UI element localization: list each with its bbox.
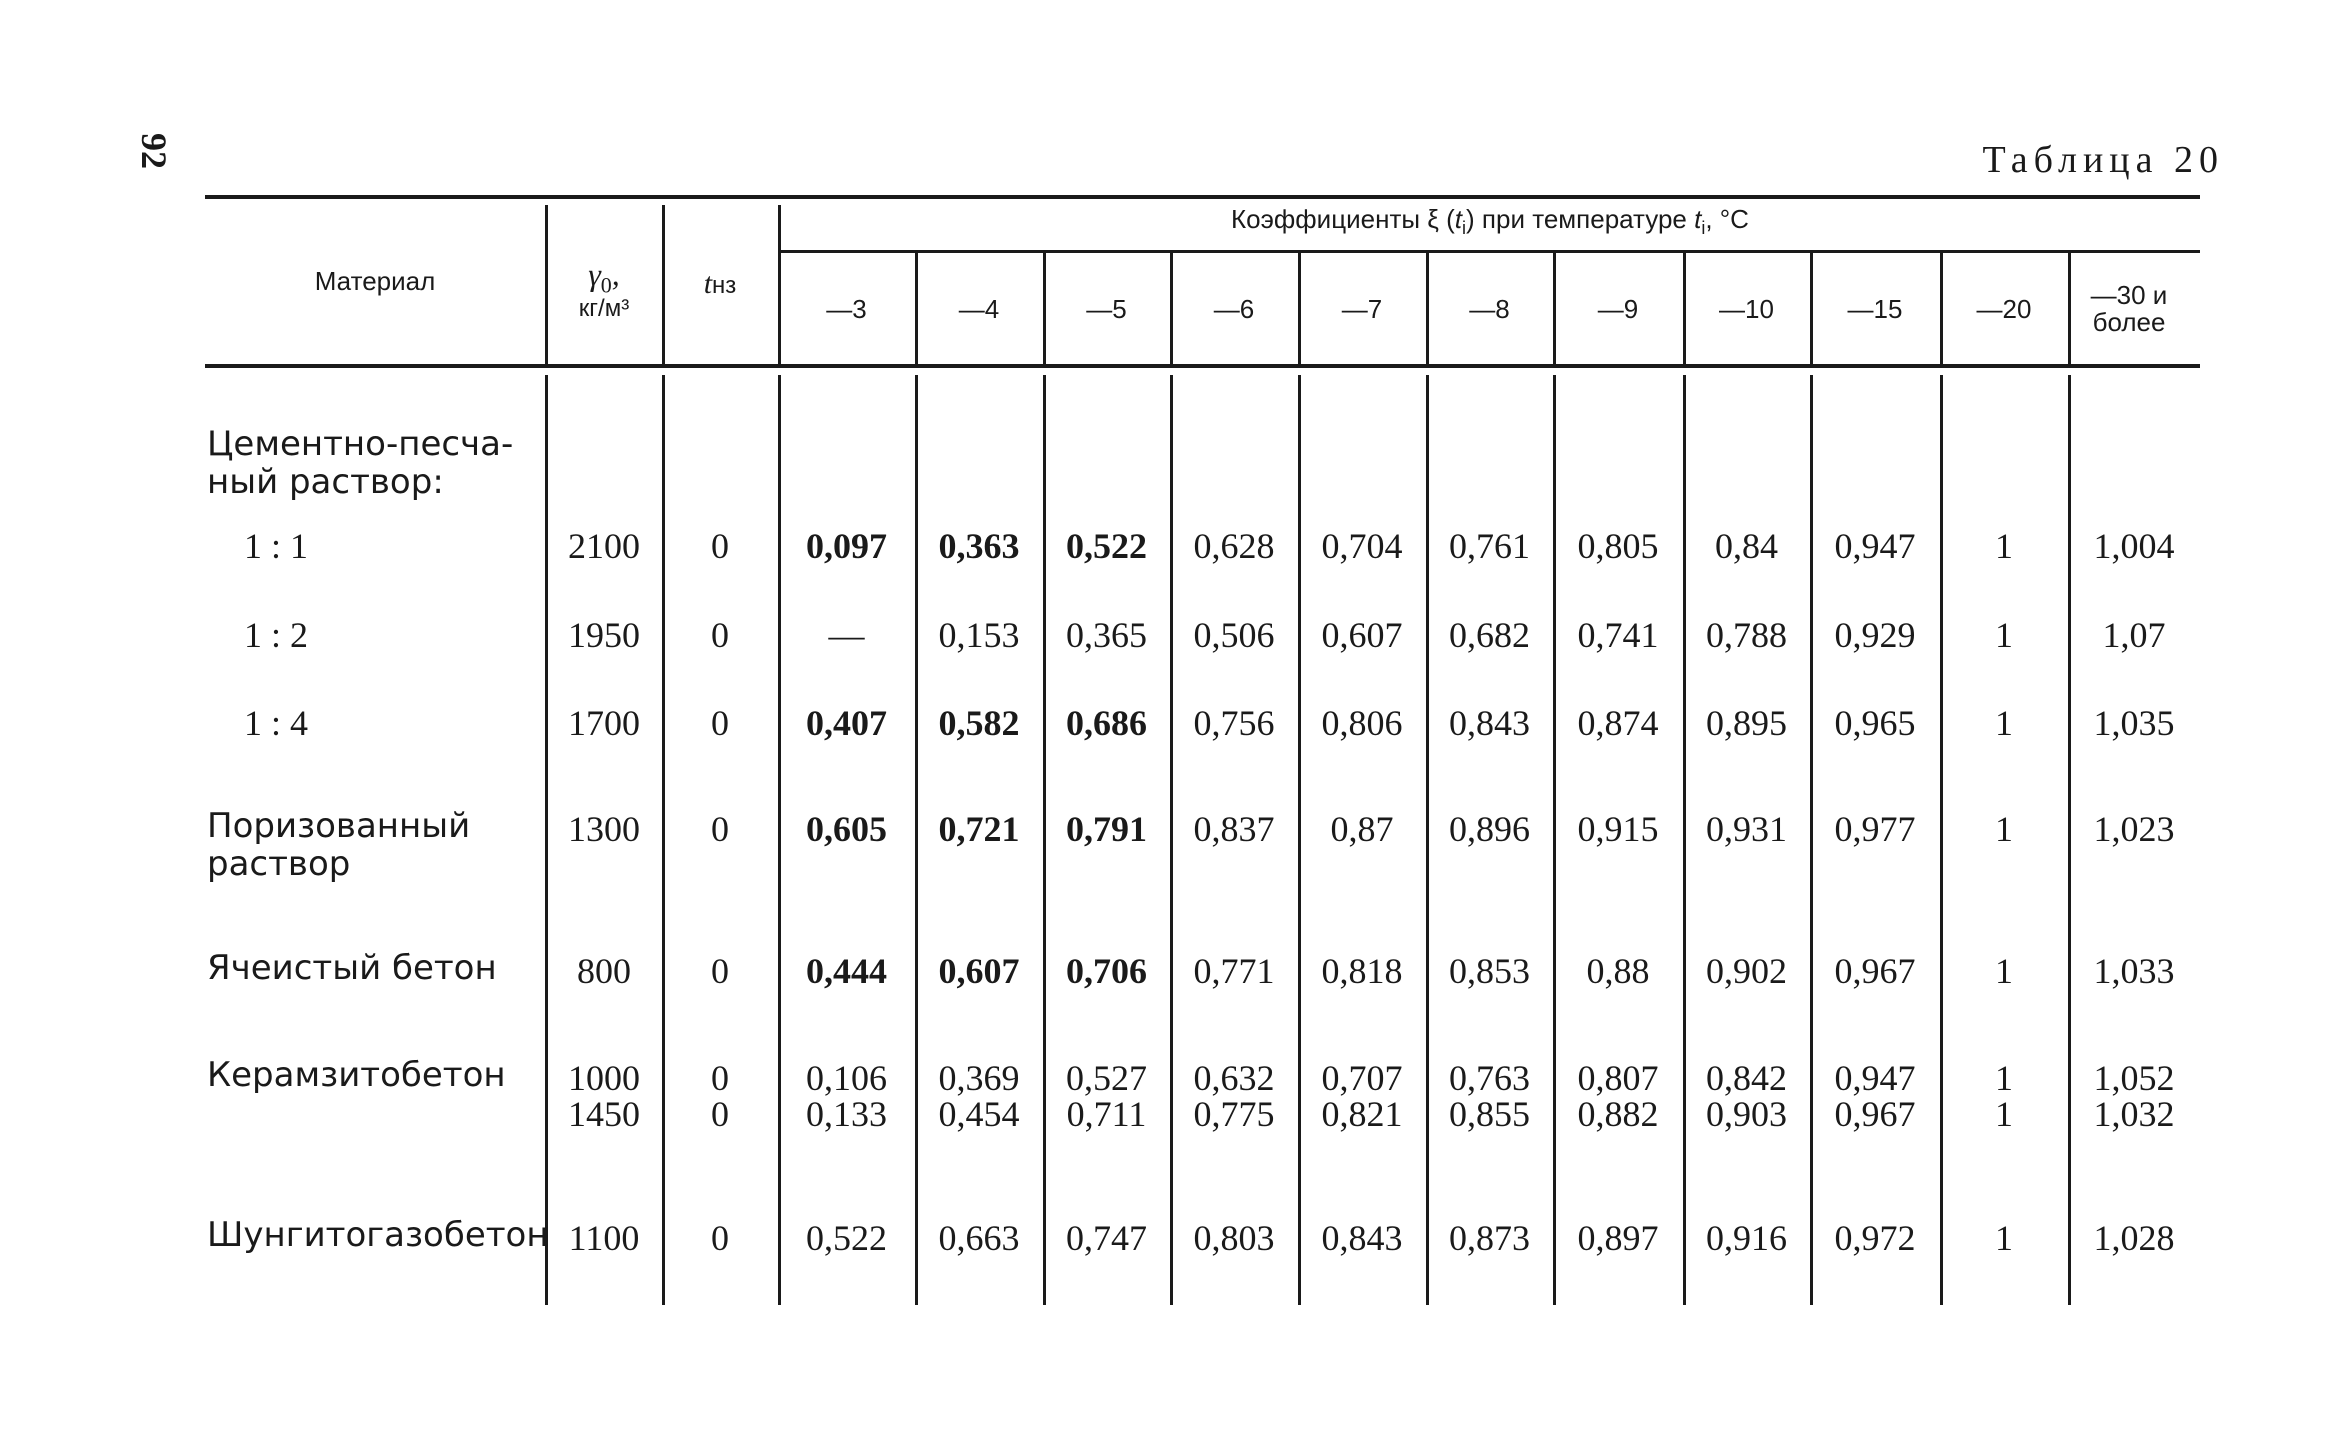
page-number: 92 (134, 133, 174, 169)
tnz-value: 0 (711, 526, 729, 566)
coefficient-cell: 0,444 (806, 951, 887, 991)
tnz-symbol: t (703, 267, 713, 300)
coefficient-cell: 0,741 (1577, 615, 1659, 655)
coefficient-cell: 0,843 (1449, 703, 1530, 743)
coefficient-cell: 0,88 (1586, 951, 1650, 991)
coefficient-cell: 0,929 (1834, 615, 1916, 655)
coefficient-cell: 0,874 (1577, 703, 1659, 743)
coefficient-cell: 0,771 (1193, 951, 1275, 991)
coefficient-cell: 0,842 (1706, 1058, 1787, 1098)
coefficient-cell: 0,506 (1193, 615, 1275, 655)
coefficient-cell: 0,686 (1066, 703, 1147, 743)
coefficient-cell: 0,902 (1706, 951, 1787, 991)
material-label: 1 : 4 (244, 703, 309, 743)
coefficient-cell: 0,153 (938, 615, 1020, 655)
top-rule (205, 195, 2200, 199)
coefficient-cell: 0,843 (1321, 1218, 1403, 1258)
density-value: 2100 (568, 526, 640, 566)
header-temp: —5 (1086, 294, 1127, 324)
coefficient-cell: 0,704 (1321, 526, 1403, 566)
coefficient-cell: 1,052 (2093, 1058, 2175, 1098)
coefficient-cell: 0,711 (1066, 1094, 1147, 1134)
coefficient-cell: 0,522 (806, 1218, 887, 1258)
coefficient-cell: 0,84 (1715, 526, 1778, 566)
coefficient-cell: 0,947 (1834, 526, 1916, 566)
density-subscript: 0 (600, 272, 612, 298)
coefficient-cell: 1 (1995, 526, 2013, 566)
coefficient-cell: 0,967 (1834, 951, 1916, 991)
coefficient-cell: 0,903 (1706, 1094, 1787, 1134)
tnz-value: 0 (711, 951, 729, 991)
material-label: Шунгитогазобетон (207, 1215, 549, 1255)
coefficient-cell: 0,916 (1706, 1218, 1787, 1258)
header-coefficients-group (780, 206, 2200, 238)
group-header-rule (780, 250, 2200, 253)
density-value: 1300 (568, 809, 640, 849)
material-label: 1 : 1 (244, 526, 309, 566)
coefficient-cell: 1 (1995, 809, 2013, 849)
coefficient-cell: — (828, 615, 865, 655)
density-value: 1000 (568, 1058, 640, 1098)
tnz-value: 0 (711, 1218, 729, 1258)
coefficient-cell: 0,607 (1321, 615, 1403, 655)
coefficient-cell: 0,369 (938, 1058, 1020, 1098)
coefficient-cell: 0,965 (1834, 703, 1916, 743)
group-text-pre: Коэффициенты ξ ( (1231, 204, 1455, 234)
coefficient-cell: 0,806 (1321, 703, 1403, 743)
header-temp: —4 (958, 294, 1000, 324)
coefficient-cell: 0,882 (1577, 1094, 1659, 1134)
coefficient-cell: 0,663 (938, 1218, 1020, 1258)
coefficient-cell: 0,707 (1321, 1058, 1403, 1098)
header-temp: —8 (1469, 294, 1510, 324)
coefficient-cell: 1,07 (2102, 615, 2166, 655)
tnz-subscript: нз (712, 272, 737, 299)
coefficient-cell: 0,947 (1834, 1058, 1916, 1098)
tnz-value: 0 (711, 703, 729, 743)
coefficient-cell: 1,028 (2093, 1218, 2175, 1258)
coefficient-cell: 1 (1995, 1218, 2013, 1258)
coefficient-cell: 0,747 (1066, 1218, 1147, 1258)
material-label: Керамзитобетон (207, 1055, 506, 1095)
coefficient-cell: 0,721 (938, 809, 1020, 849)
group-t2: t (1694, 204, 1702, 234)
coefficient-cell: 0,097 (806, 526, 887, 566)
coefficient-cell: 0,756 (1193, 703, 1275, 743)
density-value: 1450 (568, 1094, 640, 1134)
tnz-value: 0 (711, 615, 729, 655)
group-cement-line2: ный раствор: (207, 462, 444, 502)
coefficient-cell: 0,761 (1449, 526, 1530, 566)
density-value: 1100 (568, 1218, 640, 1258)
coefficient-cell: 0,363 (938, 526, 1020, 566)
coefficient-cell: 1,035 (2093, 703, 2175, 743)
coefficient-cell: 0,706 (1066, 951, 1147, 991)
group-i: i (1462, 218, 1467, 239)
coefficient-cell: 1 (1995, 1058, 2013, 1098)
coefficient-cell: 0,967 (1834, 1094, 1916, 1134)
header-temp: —10 (1719, 294, 1774, 324)
coefficient-cell: 0,775 (1193, 1094, 1275, 1134)
coefficient-cell: 0,837 (1193, 809, 1275, 849)
coefficient-cell: 0,133 (806, 1094, 887, 1134)
coefficient-cell: 0,807 (1577, 1058, 1659, 1098)
density-value: 1950 (568, 615, 640, 655)
header-temp: —20 (1976, 294, 2032, 324)
coefficient-cell: 0,818 (1321, 951, 1403, 991)
density-unit: кг/м³ (578, 295, 630, 323)
coefficient-cell: 0,931 (1706, 809, 1787, 849)
coefficient-cell: 0,407 (806, 703, 887, 743)
header-temp: —6 (1213, 294, 1255, 324)
coefficient-cell: 1,032 (2093, 1094, 2175, 1134)
header-temp: —7 (1341, 294, 1383, 324)
coefficient-cell: 0,805 (1577, 526, 1659, 566)
header-temp: —30 и более (2090, 280, 2168, 338)
coefficient-cell: 0,972 (1834, 1218, 1916, 1258)
coefficient-cell: 0,791 (1066, 809, 1147, 849)
coefficient-cell: 0,527 (1066, 1058, 1147, 1098)
group-text-mid: ) при температуре (1466, 204, 1695, 234)
header-tnz (664, 268, 776, 300)
coefficient-cell: 1 (1995, 703, 2013, 743)
material-label: Ячеистый бетон (207, 948, 497, 988)
density-value: 1700 (568, 703, 640, 743)
density-symbol: γ (588, 256, 601, 292)
table-title: Таблица 20 (1982, 139, 2224, 181)
coefficient-cell: 0,605 (806, 809, 887, 849)
coefficient-cell: 0,522 (1066, 526, 1147, 566)
coefficient-cell: 0,788 (1706, 615, 1787, 655)
density-value: 800 (577, 951, 631, 991)
coefficient-cell: 1,033 (2093, 951, 2175, 991)
tnz-value: 0 (711, 1094, 729, 1134)
material-label: раствор (207, 844, 351, 884)
coefficient-cell: 0,632 (1193, 1058, 1275, 1098)
group-i2: i (1701, 218, 1706, 239)
coefficient-cell: 0,628 (1193, 526, 1275, 566)
group-text-post: , °C (1705, 204, 1749, 234)
header-material: Материал (314, 266, 436, 296)
coefficient-cell: 1 (1995, 951, 2013, 991)
coefficient-cell: 0,607 (938, 951, 1020, 991)
header-bottom-rule (205, 364, 2200, 368)
material-label: Поризованный (207, 806, 471, 846)
coefficient-cell: 0,87 (1330, 809, 1394, 849)
coefficient-cell: 0,763 (1449, 1058, 1530, 1098)
coefficient-cell: 0,855 (1449, 1094, 1530, 1134)
material-label: 1 : 2 (244, 615, 309, 655)
header-temp: —9 (1597, 294, 1639, 324)
coefficient-cell: 0,873 (1449, 1218, 1530, 1258)
coefficient-cell: 0,803 (1193, 1218, 1275, 1258)
group-t: t (1454, 204, 1463, 234)
tnz-value: 0 (711, 1058, 729, 1098)
coefficient-cell: 0,896 (1449, 809, 1530, 849)
header-temp: —15 (1847, 294, 1903, 324)
header-density: $\gamma_0$, кг/м³ (548, 258, 660, 322)
coefficient-cell: 1 (1995, 1094, 2013, 1134)
header-temp: —3 (826, 294, 867, 324)
coefficient-cell: 0,682 (1449, 615, 1530, 655)
coefficient-cell: 1 (1995, 615, 2013, 655)
coefficient-cell: 0,853 (1449, 951, 1530, 991)
coefficient-cell: 0,582 (938, 703, 1020, 743)
coefficient-cell: 0,106 (806, 1058, 887, 1098)
group-cement-line1: Цементно-песча- (207, 424, 514, 464)
coefficient-cell: 0,915 (1577, 809, 1659, 849)
coefficient-cell: 0,977 (1834, 809, 1916, 849)
tnz-value: 0 (711, 809, 729, 849)
coefficient-cell: 0,895 (1706, 703, 1787, 743)
coefficient-cell: 1,004 (2093, 526, 2175, 566)
coefficient-cell: 0,454 (938, 1094, 1020, 1134)
coefficient-cell: 0,365 (1066, 615, 1147, 655)
coefficient-cell: 1,023 (2093, 809, 2175, 849)
coefficient-cell: 0,897 (1577, 1218, 1659, 1258)
coefficient-cell: 0,821 (1321, 1094, 1403, 1134)
